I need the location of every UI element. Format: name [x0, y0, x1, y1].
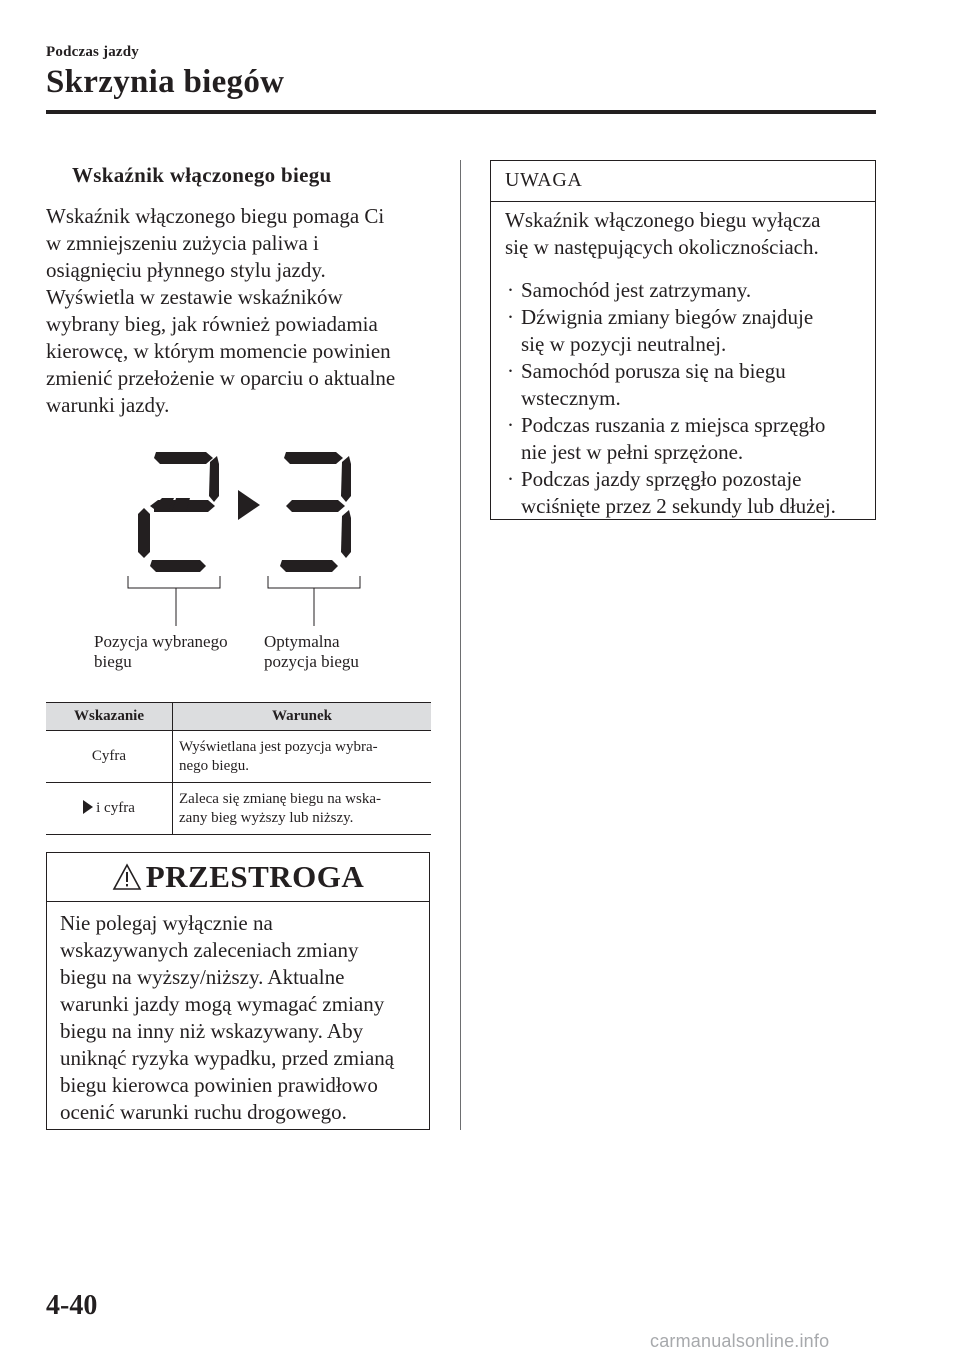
note-box [490, 160, 876, 520]
gear-indicator-intro: Wskaźnik włączonego biegu pomaga Ci w zmniejszeniu zużycia paliwa i osiągnięciu płynnego stylu jazdy. Wyświetla w zestawie wskaźników wybrany bieg, jak również powiadamia kierowcę, w którym momencie powinien zmienić przełożenie w oparciu o aktualne warunki jazdy. [46, 204, 396, 417]
shift-arrow-icon [238, 490, 260, 520]
note-list [505, 277, 867, 520]
indication-text: i cyfra [96, 800, 135, 816]
bullet-icon: · [507, 359, 514, 383]
table-header-condition: Warunek [173, 703, 432, 731]
list-item: · Dźwignia zmiany biegów znajduje się w pozycji neutralnej. [507, 305, 814, 356]
list-item: · Samochód jest zatrzymany. [507, 278, 752, 302]
seg-2-bottom [150, 560, 206, 572]
seg-3-upper-right [341, 456, 351, 502]
note-title: UWAGA [505, 169, 583, 191]
bracket-optimal [268, 576, 360, 588]
seg-3-lower-right [341, 510, 351, 558]
caution-title: PRZESTROGA [145, 859, 365, 894]
list-item: · Podczas ruszania z miejsca sprzęgło nie jest w pełni sprzężone. [507, 413, 826, 464]
header-rule [46, 110, 876, 114]
note-header [491, 161, 875, 202]
bullet-icon: · [507, 413, 514, 437]
indication-table [46, 702, 431, 835]
table-row [46, 783, 431, 835]
leader-line-selected [175, 610, 177, 626]
shift-arrow-icon [83, 800, 93, 814]
label-selected-gear: Pozycja wybranego biegu [94, 632, 228, 671]
seg-3-middle [286, 500, 345, 512]
seg-3-bottom [280, 560, 338, 572]
column-divider [460, 160, 461, 1130]
watermark: carmanualsonline.info [650, 1331, 830, 1351]
bracket-selected [128, 576, 220, 588]
label-optimal-gear: Optymalna pozycja biegu [264, 632, 359, 671]
table-row [46, 731, 431, 783]
note-intro: Wskaźnik włączonego biegu wyłącza się w następujących okolicznościach. [505, 208, 821, 259]
warning-triangle-icon [112, 863, 142, 891]
seg-2-lower-left [138, 508, 150, 558]
table-cell-indication: Cyfra [46, 731, 173, 783]
section-label: Podczas jazdy [46, 44, 140, 60]
caution-body: Nie polegaj wyłącznie na wskazywanych zaleceniach zmiany biegu na wyższy/niższy. Aktualne warunki jazdy mogą wymagać zmiany biegu na inny niż wskazywany. Aby uniknąć ryzyka wypadku, przed zmianą biegu kierowca powinien prawidłowo ocenić warunki ruchu drogowego. [60, 911, 395, 1124]
list-item: · Samochód porusza się na biegu wstecznym. [507, 359, 786, 410]
caution-header [47, 853, 429, 902]
bullet-icon: · [507, 305, 514, 329]
caution-box [46, 852, 430, 1130]
seg-2-upper-right [209, 456, 219, 502]
seg-3-top [284, 452, 343, 464]
list-item: · Podczas jazdy sprzęgło pozostaje wciśnięte przez 2 sekundy lub dłużej. [507, 467, 836, 518]
table-header-indication: Wskazanie [46, 703, 173, 731]
table-cell-condition: Wyświetlana jest pozycja wybra- nego biegu. [173, 731, 432, 783]
bullet-icon: · [507, 467, 514, 491]
page-number: 4-40 [46, 1290, 98, 1321]
page-title: Skrzynia biegów [46, 64, 285, 100]
seg-2-top [154, 452, 213, 464]
table-cell-condition: Zaleca się zmianę biegu na wska- zany bieg wyższy lub niższy. [173, 783, 432, 835]
bullet-icon: · [507, 278, 514, 302]
gear-indicator-heading: Wskaźnik włączonego biegu [72, 163, 332, 187]
leader-line-optimal [313, 610, 315, 626]
gear-indicator-illustration [120, 440, 380, 610]
table-cell-indication [46, 783, 173, 835]
